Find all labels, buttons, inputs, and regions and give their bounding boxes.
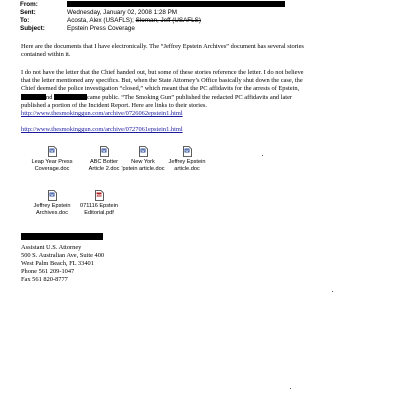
- scan-speck: [332, 291, 333, 292]
- svg-text:W: W: [49, 192, 54, 197]
- to-value: [67, 17, 201, 24]
- subject-value: Epstein Press Coverage: [67, 25, 135, 32]
- attachment-name-line2: Archives.doc: [35, 210, 69, 216]
- attachment-jeffrey-epstein-archives[interactable]: [26, 190, 78, 217]
- attachment-name-line2: Article 2.doc: [88, 166, 120, 172]
- word-document-icon: [183, 146, 192, 157]
- signature-fax: Fax 561 820-8777: [21, 276, 68, 284]
- attachment-name-line1: New York: [131, 159, 155, 165]
- attachment-name-line2: 'pstein article.doc: [121, 166, 165, 172]
- svg-text:W: W: [184, 148, 189, 153]
- scan-speck: [262, 155, 263, 156]
- attachment-name-line2: Editorial.pdf: [84, 210, 114, 216]
- attachment-name-line2: article.doc: [174, 166, 200, 172]
- para2-line5: published a portion of the Incident Report. Here are links to their stories.: [21, 101, 207, 109]
- attachment-name-line1: Jeffrey Epstein: [33, 203, 71, 209]
- para2-line4: [21, 94, 383, 102]
- signature-address-line2: West Palm Beach, FL 33401: [21, 260, 94, 268]
- attachment-epstein-editorial-pdf[interactable]: [73, 190, 125, 217]
- signature-address-line1: 500 S. Australian Ave, Suite 400: [21, 252, 105, 260]
- subject-label: Subject:: [20, 25, 45, 32]
- name-redaction-2: [54, 94, 87, 100]
- body-paragraph-2: [21, 69, 383, 110]
- attachment-name-line1: 071116 Epstein: [79, 203, 119, 209]
- signature-block: [21, 244, 104, 284]
- signature-title: Assistant U.S. Attorney: [21, 244, 82, 251]
- word-document-icon: [139, 146, 148, 157]
- sent-value: Wednesday, January 02, 2008 1:28 PM: [67, 9, 178, 16]
- para1-line1: Here are the documents that I have electronically. The “Jeffrey Epstein Archives” document has several stories: [21, 43, 304, 50]
- from-label: From:: [20, 1, 38, 8]
- body-paragraph-1: [21, 43, 383, 59]
- attachment-name-line1: Jeffrey Epstein: [168, 159, 206, 165]
- para1-line2: contained within it.: [21, 51, 71, 59]
- para2-line2: that the letter mentioned any specifics. But, when the State Attorney’s Office basically shut down the case, the: [21, 77, 303, 85]
- para2-line3: Chief deemed the police investigation “closed,” which meant that the PC affidavits for the arrests of Epstein,: [21, 85, 300, 93]
- attachment-jeffrey-epstein-article[interactable]: [161, 146, 213, 173]
- attachment-leap-year-press[interactable]: [26, 146, 78, 173]
- from-redaction: [67, 1, 285, 7]
- attachment-name-line2: Coverage.doc: [34, 166, 70, 172]
- to-label: To:: [20, 17, 30, 24]
- sent-label: Sent:: [20, 9, 36, 16]
- attachment-name-line1: Leap Year Press: [31, 159, 73, 165]
- svg-text:PDF: PDF: [95, 193, 102, 197]
- word-document-icon: [100, 146, 109, 157]
- para2-line4-b: came public. “The Smoking Gun” published the redacted PC affidavits and later: [87, 93, 293, 101]
- svg-text:W: W: [49, 148, 54, 153]
- sender-name-redaction: [21, 233, 103, 240]
- para2-line4-a: nd: [46, 93, 53, 101]
- pdf-document-icon: [95, 190, 104, 201]
- to-recipient: Acosta, Alex (USAFLS);: [67, 17, 134, 24]
- to-struck-recipient: Sloman, Jeff (USAFLS): [135, 17, 201, 24]
- name-redaction-1: [21, 94, 46, 100]
- word-document-icon: [48, 190, 57, 201]
- svg-text:W: W: [140, 148, 145, 153]
- signature-phone: Phone 561 209-1047: [21, 268, 75, 276]
- smoking-gun-link-1[interactable]: http://www.thesmokinggun.com/archive/0726062epstein1.html: [21, 110, 183, 117]
- svg-text:W: W: [101, 148, 106, 153]
- smoking-gun-link-2[interactable]: http://www.thesmokinggun.com/archive/0727061epstein1.html: [21, 126, 183, 133]
- scan-speck: [290, 388, 291, 389]
- word-document-icon: [48, 146, 57, 157]
- attachment-name-line1: ABC Botter: [90, 159, 118, 165]
- para2-line1: I do not have the letter that the Chief handed out, but some of these stories reference the letter. I do not believe: [21, 69, 304, 76]
